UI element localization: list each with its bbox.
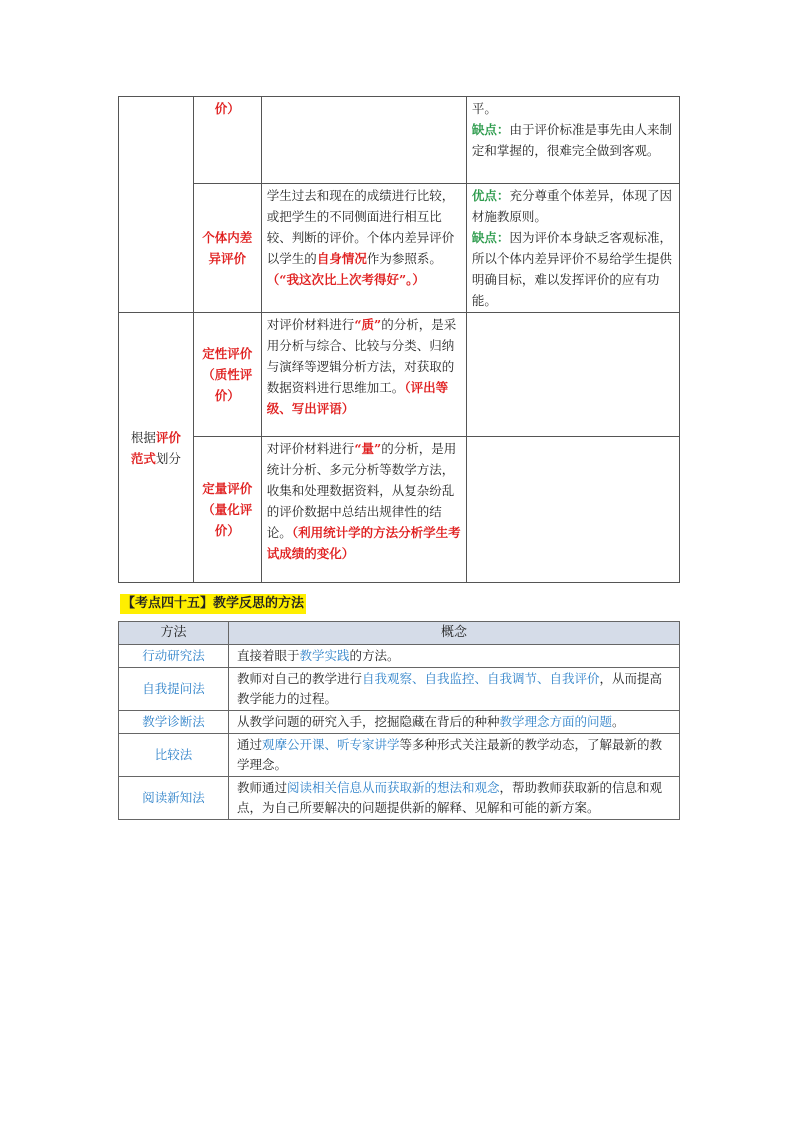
description-example: （评出等级、写出评语） (266, 380, 449, 416)
pros-cons-cell (466, 97, 679, 184)
method-name: 比较法 (119, 734, 229, 777)
group-cell-empty (119, 97, 194, 313)
description-cell (261, 97, 466, 184)
reflection-methods-table (118, 621, 680, 820)
method-concept (229, 711, 680, 734)
group-label: 根据 (130, 429, 156, 445)
flaw-text: 因为评价本身缺乏客观标准，所以个体内差异评价不易给学生提供明确目标，难以发挥评价的应有功能。 (471, 230, 672, 308)
description-text-2: 作为参照系。 (366, 251, 442, 266)
concept-highlight: 自我观察、自我监控、自我调节、自我评价 (362, 671, 600, 686)
table-row (119, 711, 680, 734)
flaw-label: 缺点： (471, 230, 510, 245)
description-text-2: 的分析，是用统计分析、多元分析等数学方法，收集和处理数据资料，从复杂纷乱的评价数据中总结出规律性的结论。 (266, 441, 457, 540)
table-row (119, 184, 680, 313)
pros-cons-cell (466, 184, 679, 313)
method-concept (229, 645, 680, 668)
sub-category-label: 个体内差异评价 (202, 230, 253, 266)
concept-highlight: 观摩公开课、听专家讲学 (262, 737, 400, 752)
sub-category (193, 184, 261, 313)
description-highlight: 自身情况 (316, 251, 367, 266)
method-name: 教学诊断法 (119, 711, 229, 734)
table-row (119, 777, 680, 820)
merit-text: 充分尊重个体差异，体现了因材施教原则。 (471, 188, 672, 224)
table-row (119, 734, 680, 777)
concept-text-2: ，帮助教师获取新的信息和观点，为自己所要解决的问题提供新的解释、见解和可能的新方案。 (237, 780, 663, 815)
concept-text-2: ，从而提高教学能力的过程。 (237, 671, 663, 706)
description-text-2: 的分析，是采用分析与综合、比较与分类、归纳与演绎等逻辑分析方法，对获取的数据资料进行思维加工。 (266, 317, 457, 395)
table-row (119, 313, 680, 437)
group-label-cell (119, 313, 194, 583)
concept-text: 通过 (237, 737, 263, 752)
column-header-concept: 概念 (229, 622, 680, 645)
concept-text: 从教学问题的研究入手，挖掘隐藏在背后的种种 (237, 714, 500, 729)
table-header-row (119, 622, 680, 645)
sub-category (193, 97, 261, 184)
description-text: 学生过去和现在的成绩进行比较，或把学生的不同侧面进行相互比较、判断的评价。个体内差异评价以学生的 (266, 188, 455, 266)
concept-text: 教师对自己的教学进行 (237, 671, 363, 686)
description-text: 对评价材料进行 (266, 317, 355, 332)
flaw-label: 缺点： (471, 122, 510, 137)
column-header-method: 方法 (119, 622, 229, 645)
description-example: （“我这次比上次考得好”。） (266, 272, 425, 287)
sub-category-label: 定量评价（量化评价） (202, 481, 253, 538)
description-key: “质” (354, 317, 382, 332)
sub-category (193, 313, 261, 437)
table-row (119, 645, 680, 668)
concept-text: 教师通过 (237, 780, 288, 795)
concept-highlight: 教学理念方面的问题 (499, 714, 613, 729)
concept-text-2: 等多种形式关注最新的教学动态，了解最新的教学理念。 (237, 737, 663, 772)
sub-category-label: 价） (214, 101, 240, 116)
concept-text-2: 。 (612, 714, 625, 729)
section-heading: 【考点四十五】教学反思的方法 (120, 594, 306, 614)
method-concept (229, 777, 680, 820)
evaluation-table (118, 96, 680, 583)
group-label-highlight-2: 范式 (130, 450, 156, 466)
group-label-highlight: 评价 (155, 429, 181, 445)
description-key: “量” (354, 441, 382, 456)
description-cell (261, 184, 466, 313)
concept-text-2: 的方法。 (349, 648, 400, 663)
sub-category (193, 437, 261, 583)
description-cell (261, 437, 466, 583)
method-concept (229, 668, 680, 711)
concept-highlight: 教学实践 (299, 648, 350, 663)
sub-category-label: 定性评价（质性评价） (202, 346, 253, 403)
concept-text: 直接着眼于 (237, 648, 300, 663)
merit-tail: 平。 (471, 101, 497, 116)
table-row (119, 97, 680, 184)
method-concept (229, 734, 680, 777)
flaw-text: 由于评价标准是事先由人来制定和掌握的，很难完全做到客观。 (471, 122, 672, 158)
method-name: 行动研究法 (119, 645, 229, 668)
method-name: 阅读新知法 (119, 777, 229, 820)
pros-cons-cell (466, 313, 679, 437)
concept-highlight: 阅读相关信息从而获取新的想法和观念 (287, 780, 500, 795)
merit-label: 优点： (471, 188, 510, 203)
description-cell (261, 313, 466, 437)
table-row (119, 437, 680, 583)
group-label-2: 划分 (155, 450, 181, 466)
table-row (119, 668, 680, 711)
pros-cons-cell (466, 437, 679, 583)
description-text: 对评价材料进行 (266, 441, 355, 456)
description-example: （利用统计学的方法分析学生考试成绩的变化） (266, 525, 461, 561)
method-name: 自我提问法 (119, 668, 229, 711)
